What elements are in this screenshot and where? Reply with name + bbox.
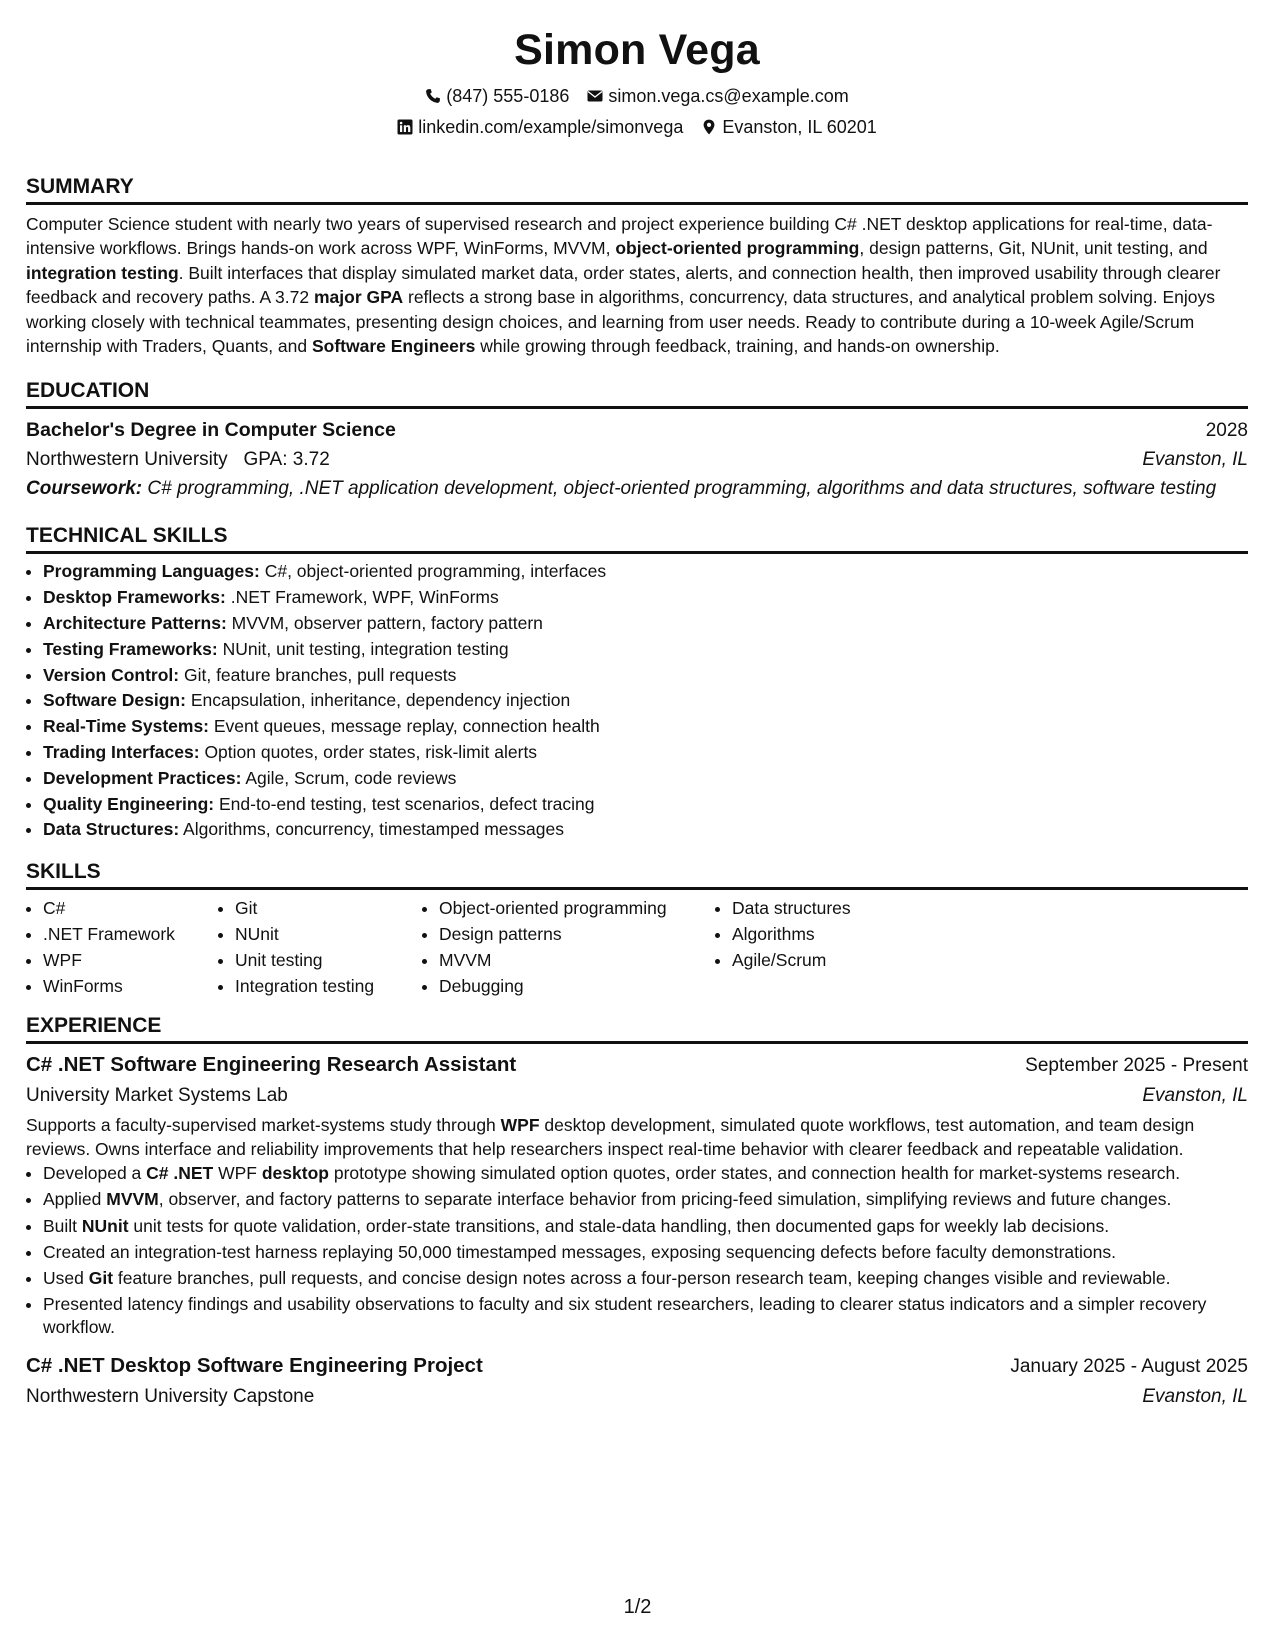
summary-heading: SUMMARY (26, 174, 1248, 205)
location-text: Evanston, IL 60201 (722, 117, 877, 137)
degree-title: Bachelor's Degree in Computer Science (26, 419, 396, 442)
bullet-part: Used (43, 1267, 89, 1288)
list-item (43, 1267, 1248, 1291)
skill-value: .NET Framework, WPF, WinForms (225, 587, 499, 608)
list-item: • Agile/Scrum (732, 948, 932, 974)
coursework-text: C# programming, .NET application development, object-oriented programming, algorithms and data structures, software testing (142, 478, 1217, 500)
summary-part: , design patterns, Git, NUnit, unit testing, and (859, 238, 1208, 259)
skill-value: End-to-end testing, test scenarios, defect tracing (214, 793, 595, 814)
bullet-part: Built (43, 1215, 82, 1236)
skills-column-2 (218, 896, 422, 999)
summary-part: . Built interfaces that display simulated market data, order states, alerts, and connection health, then improved usability through clearer feedback and recovery paths. A 3.72 (26, 262, 1221, 308)
education-heading: EDUCATION (26, 378, 1248, 409)
list-item: • Integration testing (235, 974, 422, 1000)
summary-part: Computer Science student with nearly two years of supervised research and project experience building C# .NET desktop applications for real-time, data-intensive workflows. Brings hands-on work across WPF, WinForms, MVVM, (26, 214, 1213, 259)
skills-column-1 (26, 896, 218, 999)
job-2-org: Northwestern University Capstone (26, 1385, 315, 1407)
school-name: Northwestern University (26, 449, 228, 471)
bullet-part: Applied (43, 1189, 107, 1210)
job-2-dates: January 2025 - August 2025 (1010, 1355, 1248, 1377)
candidate-name: Simon Vega (514, 26, 760, 74)
summary-bold: object-oriented programming (615, 238, 860, 259)
gpa: GPA: 3.72 (243, 449, 330, 471)
skill-label: Architecture Patterns: (43, 613, 227, 634)
job-2-title: C# .NET Desktop Software Engineering Project (26, 1353, 483, 1377)
list-item: • Algorithms (732, 922, 932, 948)
list-item (43, 792, 1248, 818)
skill-label: Development Practices: (43, 767, 242, 788)
list-item (43, 688, 1248, 714)
contact-linkedin (397, 115, 683, 139)
summary-bold: Software Engineers (311, 336, 476, 357)
list-item (43, 637, 1248, 663)
envelope-icon (587, 88, 603, 104)
skill-value: Git, feature branches, pull requests (179, 664, 457, 685)
desc-bold: WPF (500, 1115, 540, 1136)
bullet-part: prototype showing simulated option quotes, order states, and connection health for market-systems research. (328, 1163, 1181, 1184)
list-item (43, 817, 1248, 843)
summary-text (26, 212, 1248, 358)
list-item: • WinForms (43, 974, 218, 1000)
skill-value: C#, object-oriented programming, interfaces (259, 561, 607, 582)
bullet-part: feature branches, pull requests, and concise design notes across a four-person research team, keeping changes visible and reviewable. (113, 1267, 1171, 1288)
list-item: • Git (235, 896, 422, 922)
school-info (26, 445, 330, 475)
linkedin-icon (397, 119, 413, 135)
list-item (43, 766, 1248, 792)
list-item (43, 740, 1248, 766)
bullet-bold: C# .NET (146, 1163, 214, 1184)
summary-part: reflects a strong base in algorithms, concurrency, data structures, and analytical problem solving. Enjoys working closely with technical teammates, presenting design choices, and learning from user needs. Ready to contribute during a 10-week Agile/Scrum internship with Traders, Quants, and (26, 287, 1215, 357)
education-school-row (26, 445, 1248, 475)
list-item: • MVVM (439, 948, 715, 974)
job-1-title-row (26, 1050, 1248, 1081)
phone-icon (425, 88, 441, 104)
experience-section (26, 1013, 1248, 1411)
list-item: • Debugging (439, 974, 715, 1000)
school-location: Evanston, IL (1142, 449, 1248, 471)
bullet-bold: Git (88, 1267, 114, 1288)
page-number: 1/2 (623, 1596, 652, 1618)
skill-label: Data Structures: (43, 819, 180, 840)
job-1-title: C# .NET Software Engineering Research Assistant (26, 1053, 517, 1077)
list-item (43, 611, 1248, 637)
contact-email (587, 84, 848, 108)
contact-phone (425, 84, 569, 108)
skill-label: Real-Time Systems: (43, 716, 210, 737)
experience-heading: EXPERIENCE (26, 1013, 1248, 1044)
skill-label: Trading Interfaces: (43, 742, 200, 763)
resume-page (26, 0, 1248, 1412)
skills-grid (26, 896, 1248, 999)
list-item (43, 559, 1248, 585)
phone-text: (847) 555-0186 (446, 86, 570, 106)
technical-skills-list (26, 559, 1248, 843)
job-1-description (26, 1114, 1248, 1161)
list-item: • Design patterns (439, 922, 715, 948)
list-item (43, 663, 1248, 689)
skill-label: Quality Engineering: (43, 793, 215, 814)
job-2-location: Evanston, IL (1142, 1385, 1248, 1407)
desc-part: desktop development, simulated quote workflows, test automation, and team design reviews. Owns interface and reliability improvements that help researchers inspect real-time behavior with clearer feedback and repeatable validation. (26, 1115, 1195, 1159)
job-1-dates: September 2025 - Present (1025, 1055, 1248, 1077)
list-item (43, 714, 1248, 740)
job-1-location: Evanston, IL (1142, 1085, 1248, 1107)
skill-label: Version Control: (43, 664, 180, 685)
summary-section (26, 174, 1248, 358)
skill-label: Testing Frameworks: (43, 638, 218, 659)
list-item: • C# (43, 896, 218, 922)
skill-label: Desktop Frameworks: (43, 587, 226, 608)
education-degree-row (26, 416, 1248, 445)
skills-column-3 (422, 896, 715, 999)
bullet-bold: desktop (261, 1163, 329, 1184)
list-item (43, 1188, 1248, 1212)
bullet-part: Developed a (43, 1163, 147, 1184)
summary-part: while growing through feedback, training, and hands-on ownership. (475, 336, 1000, 357)
job-1-bullets (26, 1162, 1248, 1339)
skill-value: Option quotes, order states, risk-limit alerts (199, 742, 538, 763)
desc-part: Supports a faculty-supervised market-systems study through (26, 1115, 501, 1136)
map-pin-icon (701, 119, 717, 135)
summary-bold: major GPA (313, 287, 404, 308)
technical-skills-section (26, 523, 1248, 843)
list-item: • Object-oriented programming (439, 896, 715, 922)
bullet-part: , observer, and factory patterns to separate interface behavior from pricing-feed simulation, simplifying reviews and future changes. (158, 1189, 1172, 1210)
bullet-bold: NUnit (81, 1215, 129, 1236)
technical-skills-heading: TECHNICAL SKILLS (26, 523, 1248, 554)
list-item: • NUnit (235, 922, 422, 948)
list-item: • Unit testing (235, 948, 422, 974)
skills-heading: SKILLS (26, 859, 1248, 890)
coursework-label: Coursework: (26, 478, 143, 500)
list-item (43, 585, 1248, 611)
skill-value: Event queues, message replay, connection health (209, 716, 600, 737)
skills-section (26, 859, 1248, 999)
summary-bold: integration testing (26, 262, 179, 283)
job-2-title-row (26, 1351, 1248, 1382)
skill-value: Algorithms, concurrency, timestamped messages (179, 819, 564, 840)
bullet-part: WPF (213, 1163, 262, 1184)
bullet-bold: MVVM (106, 1189, 159, 1210)
education-section (26, 378, 1248, 501)
skill-label: Software Design: (43, 690, 186, 711)
list-item: • WPF (43, 948, 218, 974)
bullet-part: unit tests for quote validation, order-state transitions, and stale-data handling, then documented gaps for weekly lab decisions. (128, 1215, 1110, 1236)
contact-line-1 (26, 84, 1248, 108)
list-item: • Data structures (732, 896, 932, 922)
list-item: • Created an integration-test harness replaying 50,000 timestamped messages, exposing sequencing defects before faculty demonstrations. (43, 1241, 1248, 1265)
skills-column-4 (715, 896, 932, 999)
contact-location (701, 115, 876, 139)
list-item (43, 1162, 1248, 1186)
skill-label: Programming Languages: (43, 561, 260, 582)
job-1-org-row (26, 1081, 1248, 1111)
coursework (26, 477, 1248, 501)
skill-value: Encapsulation, inheritance, dependency injection (185, 690, 571, 711)
list-item: • Presented latency findings and usability observations to faculty and six student researchers, leading to clearer status indicators and a simpler recovery workflow. (43, 1293, 1248, 1340)
email-text: simon.vega.cs@example.com (608, 86, 849, 106)
job-1-org: University Market Systems Lab (26, 1085, 288, 1107)
skill-value: MVVM, observer pattern, factory pattern (226, 613, 543, 634)
graduation-year: 2028 (1205, 420, 1248, 442)
job-2-org-row (26, 1382, 1248, 1412)
skill-value: Agile, Scrum, code reviews (241, 767, 457, 788)
list-item: • .NET Framework (43, 922, 218, 948)
skill-value: NUnit, unit testing, integration testing (217, 638, 509, 659)
list-item (43, 1215, 1248, 1239)
contact-line-2 (26, 115, 1248, 139)
linkedin-text: linkedin.com/example/simonvega (418, 117, 684, 137)
